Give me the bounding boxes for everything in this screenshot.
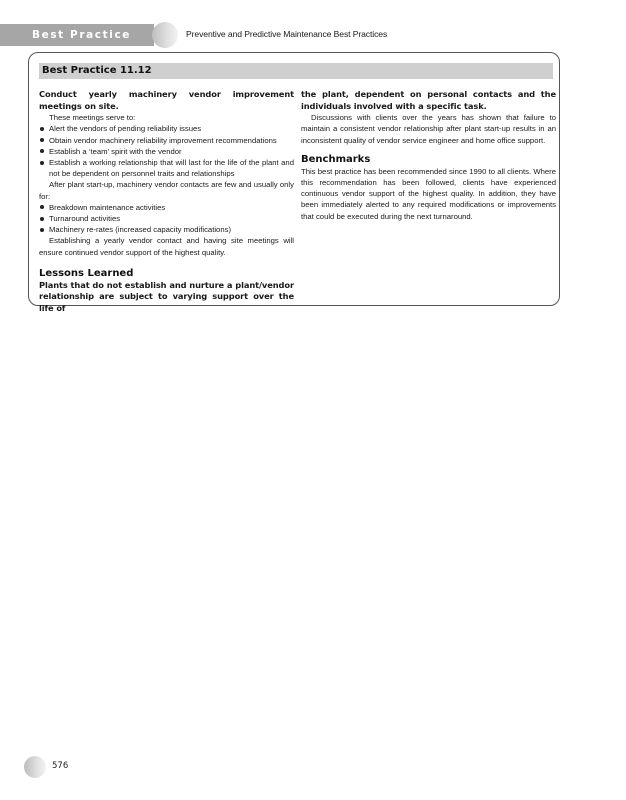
right-column xyxy=(301,89,556,222)
lessons-learned-heading: Lessons Learned xyxy=(39,267,134,279)
box-title: Best Practice 11.12 xyxy=(39,63,553,79)
lessons-learned-continued: the plant, dependent on personal contacts and the individuals involved with a specific task. xyxy=(301,89,556,111)
contact-list xyxy=(39,202,294,236)
bullet-icon xyxy=(40,205,44,209)
list-item: Machinery re-rates (increased capacity modifications) xyxy=(39,224,294,235)
practice-lead: Conduct yearly machinery vendor improvement meetings on site. xyxy=(39,89,294,111)
list-item: Turnaround activities xyxy=(39,213,294,224)
left-column xyxy=(39,89,294,315)
list-item: Establish a ‘team’ spirit with the vendor xyxy=(39,146,294,157)
purpose-list xyxy=(39,123,294,179)
bullet-icon xyxy=(40,149,44,153)
intro-text: These meetings serve to: xyxy=(49,113,136,123)
list-item: Alert the vendors of pending reliability issues xyxy=(39,123,294,134)
page-number: 576 xyxy=(52,761,69,771)
establishing-text: Establishing a yearly vendor contact and having site meetings will ensure continued vendor support of the highest quality. xyxy=(39,236,294,257)
bullet-icon xyxy=(40,161,44,165)
list-item: Breakdown maintenance activities xyxy=(39,202,294,213)
lessons-learned-text: Plants that do not establish and nurture a plant/vendor relationship are subject to varying support over the life of xyxy=(39,279,294,314)
bullet-icon xyxy=(40,138,44,142)
footer-circle-decoration xyxy=(24,756,46,778)
running-title: Preventive and Predictive Maintenance Best Practices xyxy=(186,29,388,39)
discussions-text: Discussions with clients over the years has shown that failure to maintain a consistent vendor relationship after plant start-up results in an inconsistent quality of vendor service engineer and home office support. xyxy=(301,113,556,145)
benchmarks-heading: Benchmarks xyxy=(301,153,371,165)
startup-text: After plant start-up, machinery vendor contacts are few and usually only for: xyxy=(39,180,294,201)
list-item: Establish a working relationship that will last for the life of the plant and not be dependent on personnel traits and relationships xyxy=(39,157,294,179)
benchmarks-text: This best practice has been recommended since 1990 to all clients. Where this recommendation has been followed, clients have experienced continuous vendor support of the highest quality. In addition, they have been immediately alerted to any required modifications or improvements that could be executed during the next turnaround. xyxy=(301,166,556,221)
chapter-tab-label: Best Practice xyxy=(32,29,131,41)
header-circle-decoration xyxy=(152,22,178,48)
list-item: Obtain vendor machinery reliability improvement recommendations xyxy=(39,135,294,146)
bullet-icon xyxy=(40,217,44,221)
bullet-icon xyxy=(40,228,44,232)
chapter-tab xyxy=(0,24,154,46)
best-practice-box xyxy=(28,52,560,314)
bullet-icon xyxy=(40,127,44,131)
